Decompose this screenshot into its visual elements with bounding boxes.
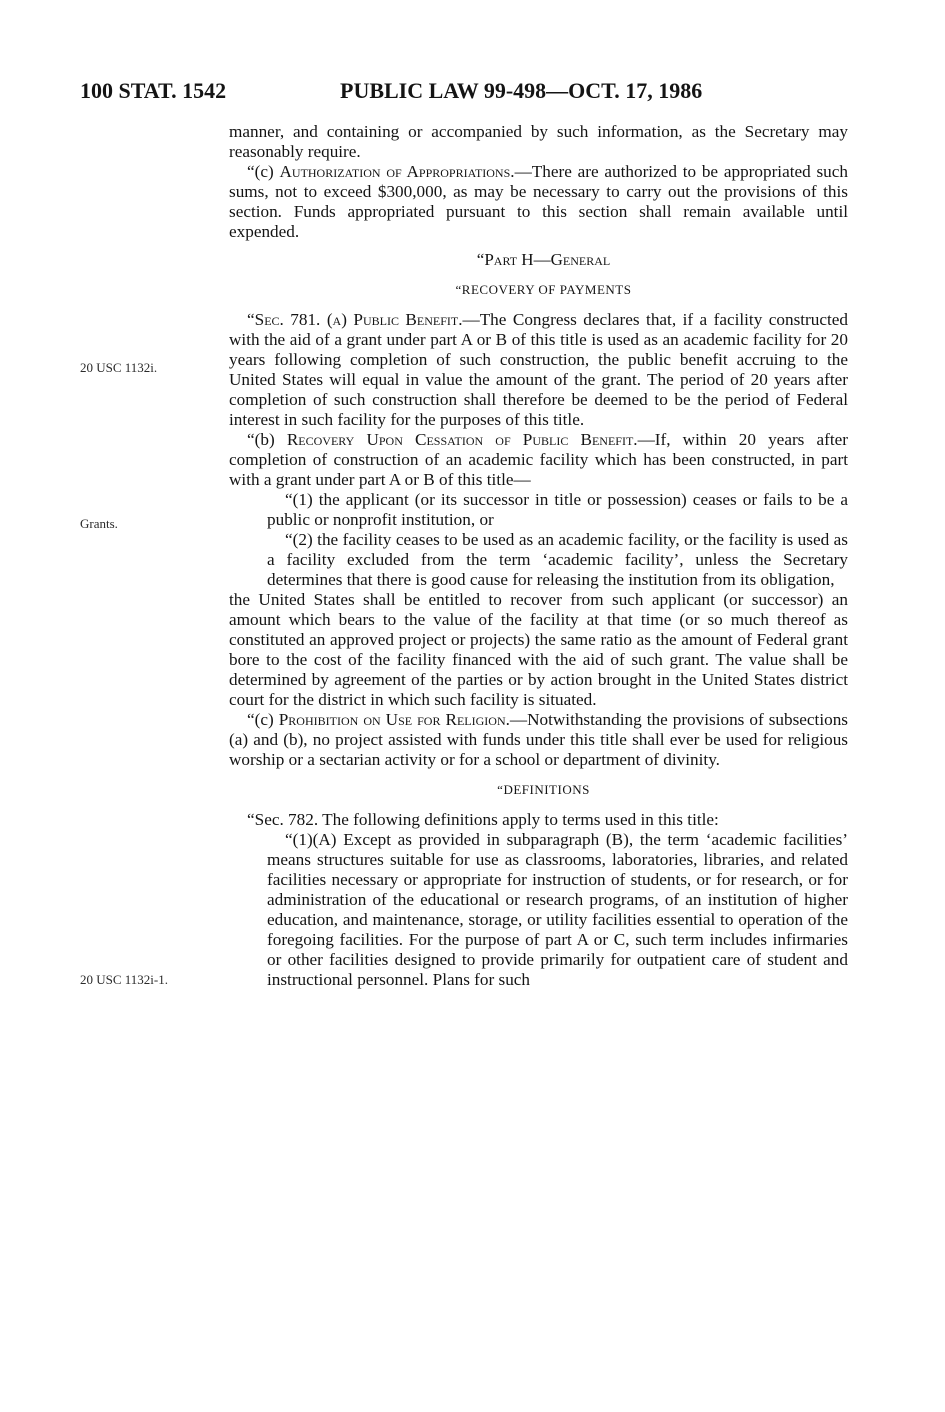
subsection-heading: Public Benefit. bbox=[353, 310, 463, 329]
subsection-text: —There are authorized to be appropriated such sums, not to exceed $300,000, as may be necessary to carry out the provisions of this section. Funds appropriated pursuant to this section shall remain available until expended. bbox=[229, 162, 848, 241]
section-lead: “Sec. 781. (a) bbox=[247, 310, 354, 329]
part-heading: “Part H—General bbox=[476, 250, 611, 269]
subsection-c-appropriations bbox=[229, 162, 848, 242]
subsection-heading: Prohibition on Use for Religion. bbox=[278, 710, 510, 729]
subsection-lead: “(c) bbox=[247, 710, 279, 729]
paragraph-continuation: manner, and containing or accompanied by such information, as the Secretary may reasonably require. bbox=[229, 122, 848, 161]
section-781-b bbox=[229, 430, 848, 490]
subsection-lead: “(b) bbox=[247, 430, 287, 449]
subsection-heading: Recovery Upon Cessation of Public Benefit. bbox=[286, 430, 638, 449]
subsection-text: —The Congress declares that, if a facility constructed with the aid of a grant under part A or B of this title is used as an academic facility for 20 years following completion of such construction, the public benefit accruing to the United States will equal in value the amount of the grant. The period of 20 years after completion of such construction shall therefore be deemed to be the period of Federal interest in such facility for the purposes of this title. bbox=[229, 310, 848, 429]
paragraph-1: “(1) the applicant (or its successor in title or possession) ceases or fails to be a public or nonprofit institution, or bbox=[267, 490, 848, 529]
margin-note-usc-1132i-1: 20 USC 1132i-1. bbox=[80, 972, 168, 987]
paragraph-2: “(2) the facility ceases to be used as an academic facility, or the facility is used as a facility excluded from the term ‘academic facility’, unless the Secretary determines that there is good cause for releasing the institution from its obligation, bbox=[267, 530, 848, 589]
section-heading-recovery: “RECOVERY OF PAYMENTS bbox=[455, 282, 632, 297]
recovery-clause: the United States shall be entitled to recover from such applicant (or successor) an amount which bears to the value of the facility at that time (or so much thereof as constituted an approved project or projects) the same ratio as the amount of Federal grant bore to the cost of the facility financed with the aid of such grant. The value shall be determined by agreement of the parties or by action brought in the United States district court for the district in which such facility is situated. bbox=[229, 590, 848, 709]
public-law-title: PUBLIC LAW 99-498—OCT. 17, 1986 bbox=[340, 78, 703, 103]
subsection-text: —If, within 20 years after completion of construction of an academic facility which has been constructed, in part with a grant under part A or B of this title— bbox=[229, 430, 848, 489]
subsection-heading: Authorization of Appropriations. bbox=[279, 162, 515, 181]
section-heading-definitions: “DEFINITIONS bbox=[497, 782, 590, 797]
page-header bbox=[80, 78, 880, 108]
section-782: “Sec. 782. The following definitions apply to terms used in this title: bbox=[247, 810, 719, 829]
subsection-text: —Notwithstanding the provisions of subsections (a) and (b), no project assisted with funds under this title shall ever be used for religious worship or a sectarian activity or for a school or department of divinity. bbox=[229, 710, 848, 769]
subsection-lead: “(c) bbox=[247, 162, 280, 181]
statute-page-number: 100 STAT. 1542 bbox=[80, 78, 227, 103]
section-781-a bbox=[229, 310, 848, 430]
definition-1a: “(1)(A) Except as provided in subparagraph (B), the term ‘academic facilities’ means structures suitable for use as classrooms, laboratories, libraries, and related facilities necessary or appropriate for instruction of students, or for research, or for administration of the educational or research programs, of an institution of higher education, and maintenance, storage, or utility facilities essential to operation of the foregoing facilities. For the purpose of part A or C, such term includes infirmaries or other facilities designed to provide primarily for outpatient care of student and instructional personnel. Plans for such bbox=[267, 830, 848, 989]
section-781-c bbox=[229, 710, 848, 770]
margin-note-usc-1132i: 20 USC 1132i. bbox=[80, 360, 158, 375]
main-text bbox=[229, 122, 848, 990]
margin-note-grants: Grants. bbox=[80, 516, 118, 531]
